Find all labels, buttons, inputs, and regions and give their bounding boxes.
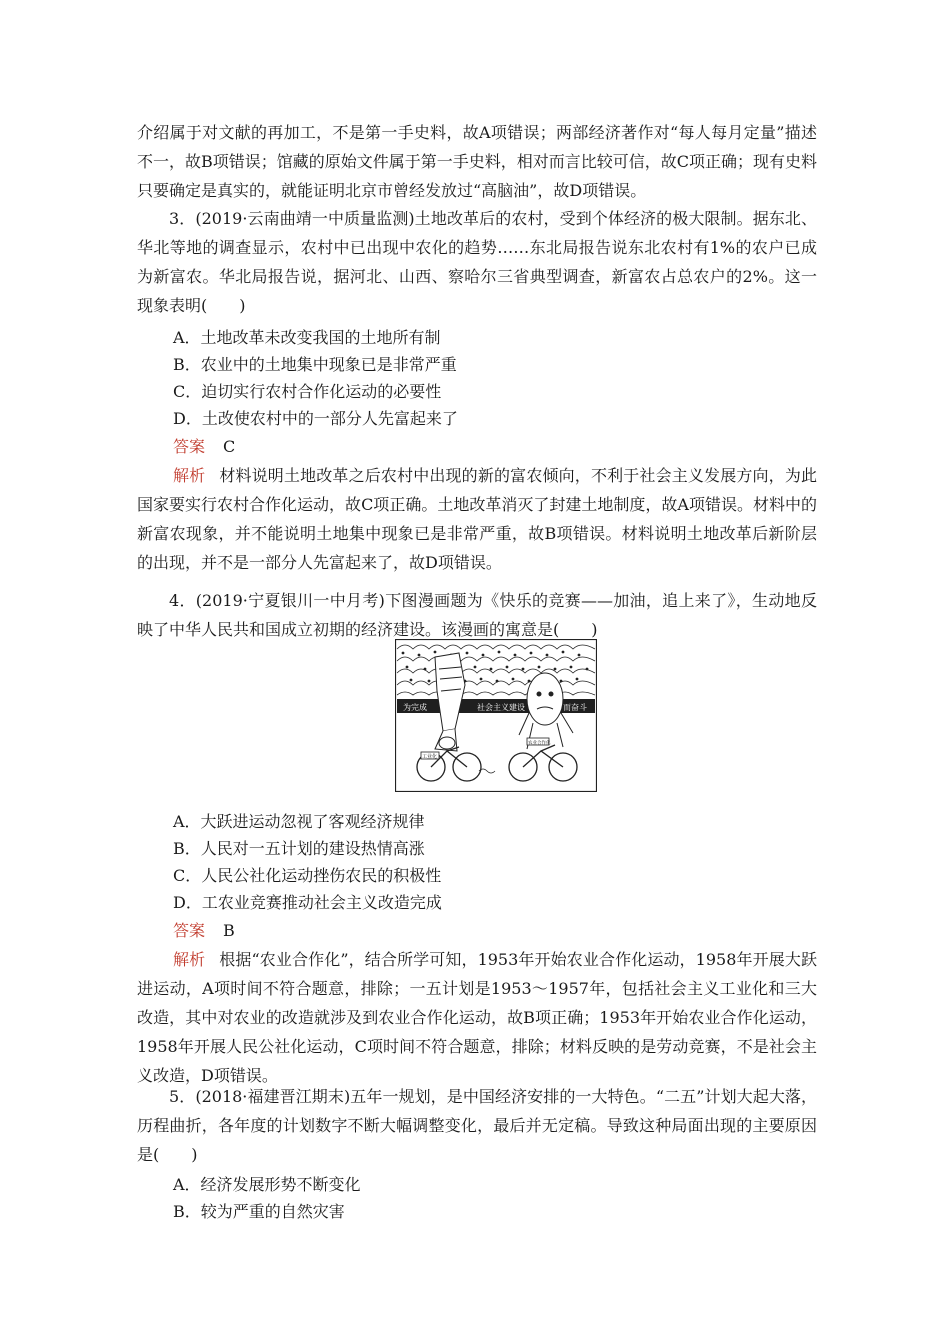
- question-3-option-c: C．迫切实行农村合作化运动的必要性: [173, 382, 442, 401]
- question-3-explanation: [137, 461, 817, 577]
- question-5-option-a: A．经济发展形势不断变化: [173, 1175, 361, 1194]
- explanation-label: 解析: [173, 466, 206, 485]
- explanation-label: 解析: [173, 950, 206, 969]
- question-4-explanation: [137, 945, 817, 1090]
- question-4-option-a: A．大跃进运动忽视了客观经济规律: [173, 812, 425, 831]
- explanation-text: 根据“农业合作化”，结合所学可知，1953年开始农业合作化运动，1958年开展大跃进运动，A项时间不符合题意，排除；一五计划是1953～1957年，包括社会主义工业化和三大改造，其中对农业的改造就涉及到农业合作化运动，故B项正确；1953年开始农业合作化运动，1958年开展人民公社化运动，C项时间不符合题意，排除；材料反映的是劳动竞赛，不是社会主义改造，D项错误。: [137, 950, 817, 1085]
- question-5: [137, 1082, 817, 1225]
- cartoon-banner-right: 而奋斗: [563, 703, 587, 712]
- question-3-option-d: D．土改使农村中的一部分人先富起来了: [173, 409, 458, 428]
- prev-explanation-text: 介绍属于对文献的再加工，不是第一手史料，故A项错误；两部经济著作对“每人每月定量”描述不一，故B项错误；馆藏的原始文件属于第一手史料，相对而言比较可信，故C项正确；现有史料只要确定是真实的，就能证明北京市曾经发放过“高脑油”，故D项错误。: [137, 123, 818, 200]
- question-4-rest: [137, 808, 817, 1090]
- question-5-option-b: B．较为严重的自然灾害: [173, 1202, 345, 1221]
- cartoon-right-plate: 农业合作化: [528, 741, 551, 746]
- cartoon-image: [395, 639, 597, 792]
- cartoon-banner-mid: 社会主义建设: [477, 703, 525, 712]
- cartoon-illustration: [395, 639, 597, 792]
- question-3-answer: [137, 432, 817, 461]
- question-3: [137, 204, 817, 577]
- answer-value: B: [223, 921, 235, 940]
- question-3-option-b: B．农业中的土地集中现象已是非常严重: [173, 355, 457, 374]
- cartoon-banner-left: 为完成: [403, 703, 427, 712]
- question-4-option-d: D．工农业竞赛推动社会主义改造完成: [173, 893, 442, 912]
- question-5-stem: 5．(2018·福建晋江期末)五年一规划，是中国经济安排的一大特色。“二五”计划大起大落，历程曲折，各年度的计划数字不断大幅调整变化，最后并无定稿。导致这种局面出现的主要原因是( ): [137, 1087, 817, 1164]
- question-4-option-c: C．人民公社化运动挫伤农民的积极性: [173, 866, 442, 885]
- cartoon-left-plate: 工业化: [422, 754, 438, 760]
- prev-explanation-block: [137, 118, 817, 205]
- question-4-stem: 4．(2019·宁夏银川一中月考)下图漫画题为《快乐的竞赛——加油，追上来了》，生动地反映了中华人民共和国成立初期的经济建设。该漫画的寓意是( ): [137, 591, 817, 639]
- answer-label: 答案: [173, 921, 206, 940]
- question-4-option-b: B．人民对一五计划的建设热情高涨: [173, 839, 425, 858]
- explanation-text: 材料说明土地改革之后农村中出现的新的富农倾向，不利于社会主义发展方向，为此国家要实行农村合作化运动，故C项正确。土地改革消灭了封建土地制度，故A项错误。材料中的新富农现象，并不能说明土地集中现象已是非常严重，故B项错误。材料说明土地改革后新阶层的出现，并不是一部分人先富起来了，故D项错误。: [137, 466, 817, 572]
- answer-value: C: [223, 437, 236, 456]
- answer-label: 答案: [173, 437, 206, 456]
- question-3-option-a: A．土地改革未改变我国的土地所有制: [173, 328, 441, 347]
- question-3-stem: 3．(2019·云南曲靖一中质量监测)土地改革后的农村，受到个体经济的极大限制。据东北、华北等地的调查显示，农村中已出现中农化的趋势……东北局报告说东北农村有1%的农户已成为新富农。华北局报告说，据河北、山西、察哈尔三省典型调查，新富农占总农户的2%。这一现象表明( ): [137, 209, 817, 315]
- question-4: [137, 586, 817, 644]
- question-4-answer: [137, 916, 817, 945]
